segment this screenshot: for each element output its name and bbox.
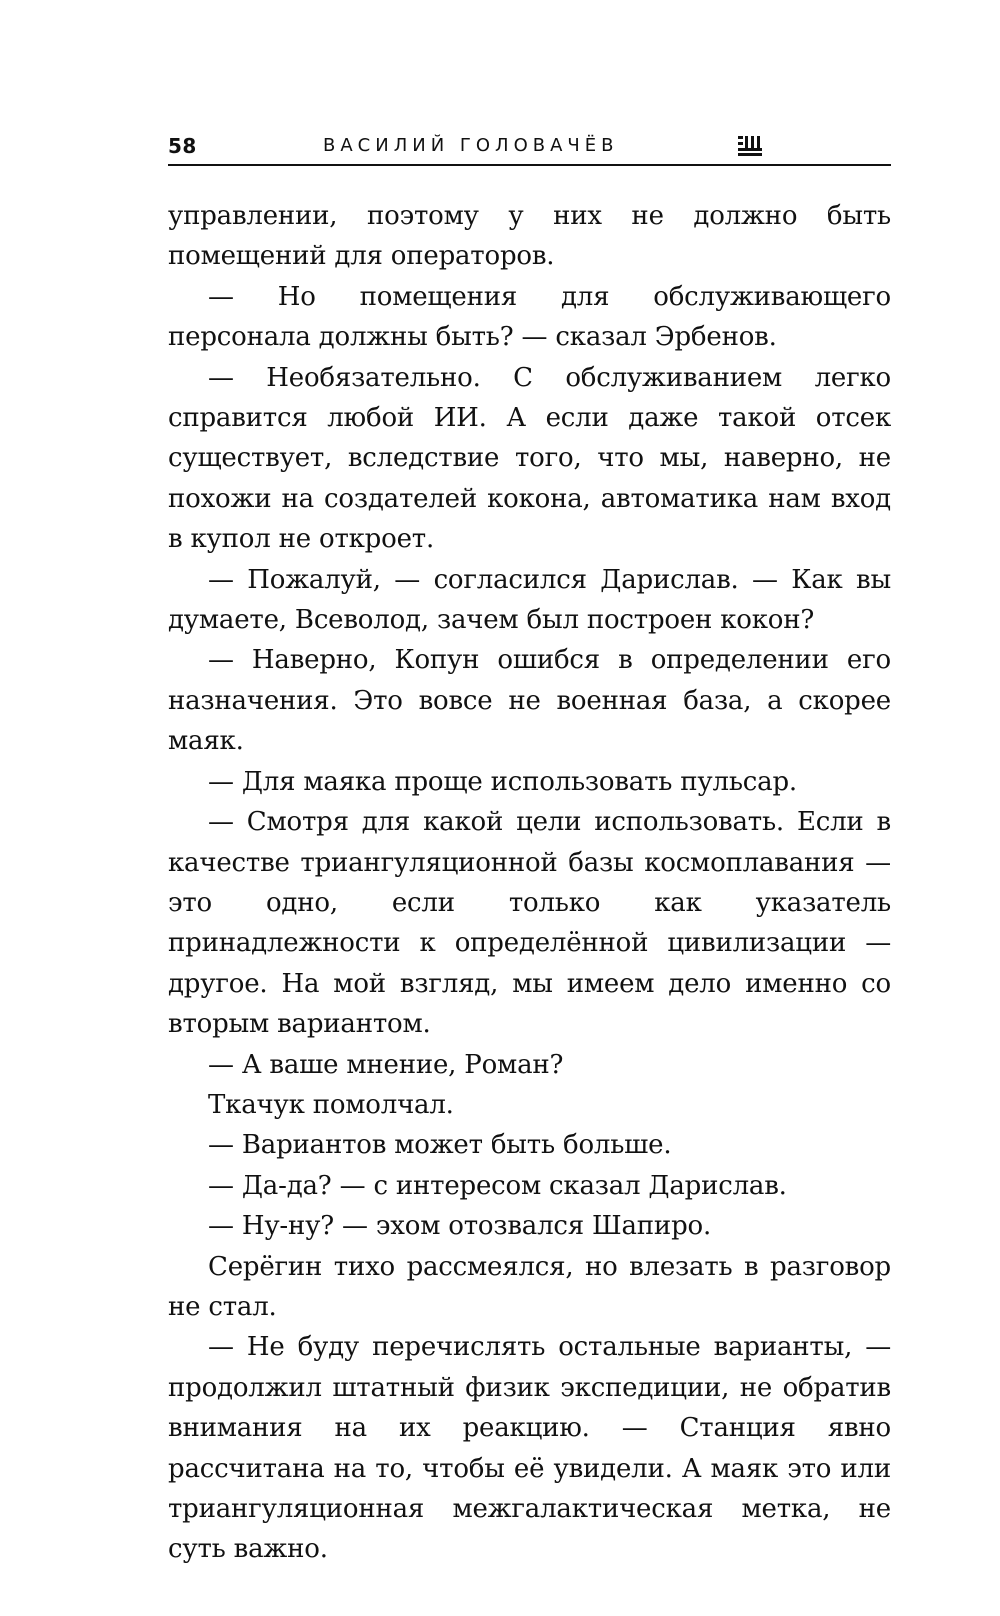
page-header bbox=[168, 128, 891, 166]
paragraph: управлении, поэтому у них не должно быть помещений для операторов. bbox=[168, 201, 891, 272]
paragraph: — Вариантов может быть больше. bbox=[208, 1130, 672, 1161]
page-number: 58 bbox=[168, 134, 197, 158]
publisher-logo-icon bbox=[736, 134, 764, 158]
paragraph: — Но помещения для обслуживающего персонала должны быть? — сказал Эрбенов. bbox=[168, 281, 891, 353]
body-text bbox=[168, 196, 891, 1570]
paragraph: Ткачук помолчал. bbox=[208, 1089, 454, 1120]
paragraph: — Не буду перечислять остальные варианты, — продолжил штатный физик экспедиции, не обратив внимания на их реакцию. — Станция явно рассчитана на то, чтобы её увидели. А маяк это или триангуляционная межгалактическая метка, не суть важно. bbox=[168, 1332, 891, 1565]
book-page bbox=[168, 128, 891, 1570]
paragraph: — Ну-ну? — эхом отозвался Шапиро. bbox=[208, 1211, 712, 1242]
paragraph: Серёгин тихо рассмеялся, но влезать в разговор не стал. bbox=[168, 1251, 891, 1322]
paragraph: — Пожалуй, — согласился Дарислав. — Как вы думаете, Всеволод, зачем был построен кокон? bbox=[168, 564, 891, 636]
paragraph: — Для маяка проще использовать пульсар. bbox=[208, 766, 797, 797]
running-title: ВАСИЛИЙ ГОЛОВАЧЁВ bbox=[323, 135, 619, 156]
paragraph: — Необязательно. С обслуживанием легко справится любой ИИ. А если даже такой отсек существует, вследствие того, что мы, наверно, не похожи на создателей кокона, автоматика нам вход в купол не откроет. bbox=[168, 362, 891, 555]
paragraph: — Да-да? — с интересом сказал Дарислав. bbox=[208, 1170, 787, 1201]
paragraph: — Наверно, Копун ошибся в определении его назначения. Это вовсе не военная база, а скорее маяк. bbox=[168, 645, 891, 757]
paragraph: — А ваше мнение, Роман? bbox=[208, 1049, 564, 1080]
paragraph: — Смотря для какой цели использовать. Если в качестве триангуляционной базы космоплавания — это одно, если только как указатель принадлежности к определённой цивилизации — другое. На мой взгляд, мы имеем дело именно со вторым вариантом. bbox=[168, 807, 891, 1040]
